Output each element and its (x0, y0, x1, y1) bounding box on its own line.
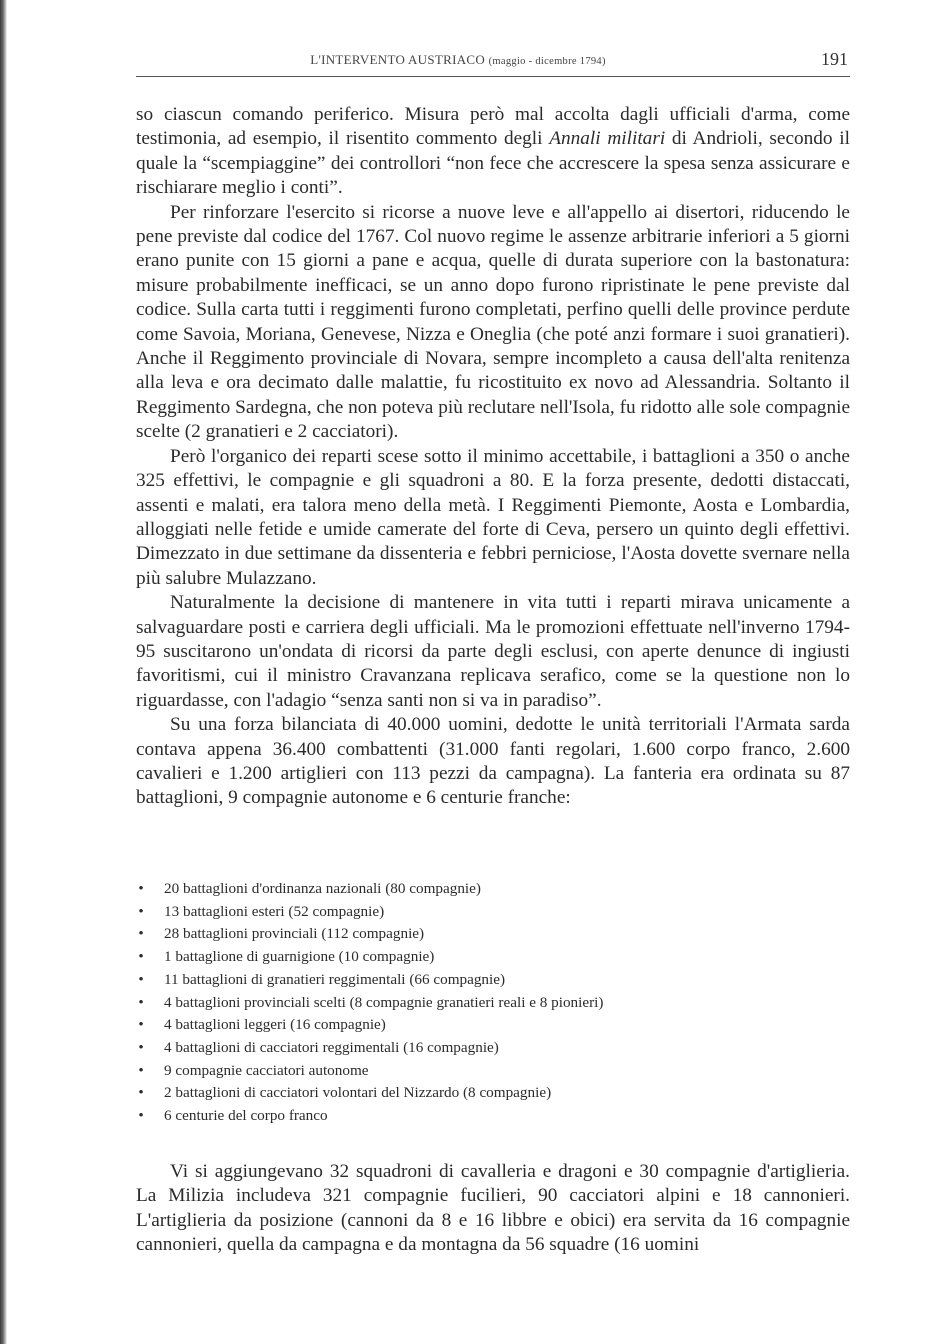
bullet-icon: • (138, 1016, 144, 1034)
paragraph: Su una forza bilanciata di 40.000 uomini, dedotte le unità territoriali l'Armata sarda contava appena 36.400 combattenti (31.000 fanti regolari, 1.600 corpo franco, 2.600 cavalieri e 1.200 artiglieri con 113 pezzi da campagna). La fanteria era ordinata su 87 battaglioni, 9 compagnie autonome e 6 centurie franche: (136, 714, 850, 809)
paragraph: Per rinforzare l'esercito si ricorse a nuove leve e all'appello ai disertori, riducendo le pene previste dal codice del 1767. Col nuovo regime le assenze arbitrarie inferiori a 5 giorni erano punite con 15 giorni a pane e acqua, quelle di durata superiore con la bastonatura: misure probabilmente inefficaci, se un anno dopo furono ripristinate le pene previste dal codice. Sulla carta tutti i reggimenti furono completati, perfino quelli delle province perdute come Savoia, Moriana, Genevese, Nizza e Oneglia (che poté anzi formare i suoi granatieri). Anche il Reggimento provinciale di Novara, sempre incompleto a causa dell'alta renitenza alla leva e ora decimato dalle malattie, fu ricostituito ex novo ad Alessandria. Soltanto il Reggimento Sardegna, che non poteva più reclutare nell'Isola, fu ridotto alle sole compagnie scelte (2 granatieri e 2 cacciatori). (136, 201, 850, 443)
bullet-icon: • (138, 993, 144, 1011)
list-item: • 20 battaglioni d'ordinanza nazionali (80 compagnie) (136, 878, 850, 901)
list-item: • 4 battaglioni provinciali scelti (8 compagnie granatieri reali e 8 pionieri) (136, 992, 850, 1015)
bullet-icon: • (138, 1084, 144, 1102)
paragraph-continued: so ciascun comando periferico. Misura però mal accolta dagli ufficiali d'arma, come testimonia, ad esempio, il risentito commento degli Annali militari di Andrioli, secondo il quale la “scempiaggine” dei controllori “non fece che accrescere la spesa senza assicurare e rischiarare meglio i conti”. (136, 104, 850, 199)
body-text (136, 103, 850, 811)
bullet-icon: • (138, 1038, 144, 1056)
bullet-icon: • (138, 880, 144, 897)
list-item: • 28 battaglioni provinciali (112 compagnie) (136, 923, 850, 946)
bullet-icon: • (138, 925, 144, 943)
running-title-main: L'INTERVENTO AUSTRIACO (310, 52, 486, 67)
bullet-icon: • (138, 1107, 144, 1125)
header-rule (136, 76, 850, 77)
bullet-icon: • (138, 970, 144, 988)
bullet-icon: • (138, 948, 144, 966)
list-item: • 11 battaglioni di granatieri reggimentali (66 compagnie) (136, 969, 850, 992)
paragraph: Naturalmente la decisione di mantenere in vita tutti i reparti mirava unicamente a salvaguardare posti e carriera degli ufficiali. Ma le promozioni effettuate nell'inverno 1794-95 suscitarono un'ondata di ricorsi da parte degli esclusi, con aperte denunce di ingiusti favoritismi, cui il ministro Cravanzana replicava serafico, come se la questione non lo riguardasse, con l'adagio “senza santi non si va in paradiso”. (136, 592, 850, 711)
paragraph: Vi si aggiungevano 32 squadroni di cavalleria e dragoni e 30 compagnie d'artiglieria. La Milizia includeva 321 compagnie fucilieri, 90 cacciatori alpini e 18 cannonieri. L'artiglieria da posizione (cannoni da 8 e 16 libbre e obici) era servita da 16 compagnie cannonieri, quella da campagna e da montagna da 56 squadre (16 uomini (136, 1161, 850, 1256)
bullet-icon: • (138, 902, 144, 920)
book-title: Annali militari (549, 128, 666, 150)
list-item: • 6 centurie del corpo franco (136, 1105, 850, 1128)
infantry-units-list (136, 878, 850, 1128)
list-item: • 4 battaglioni di cacciatori reggimentali (16 compagnie) (136, 1037, 850, 1060)
page-spine-edge (0, 0, 7, 1344)
bullet-icon: • (138, 1061, 144, 1079)
running-title (136, 52, 780, 68)
list-item: • 4 battaglioni leggeri (16 compagnie) (136, 1014, 850, 1037)
paragraph: Però l'organico dei reparti scese sotto il minimo accettabile, i battaglioni a 350 o anche 325 effettivi, le compagnie e gli squadroni a 80. E la forza presente, dedotti distaccati, assenti e malati, era talora meno della metà. I Reggimenti Piemonte, Aosta e Lombardia, alloggiati nelle fetide e umide camerate del forte di Ceva, persero un quinto degli effettivi. Dimezzato in due settimane da dissenteria e febbri perniciose, l'Aosta dovette svernare nella più salubre Mulazzano. (136, 445, 850, 589)
closing-text (136, 1160, 850, 1258)
list-item: • 2 battaglioni di cacciatori volontari del Nizzardo (8 compagnie) (136, 1082, 850, 1105)
running-header (136, 46, 850, 72)
list-item: • 9 compagnie cacciatori autonome (136, 1060, 850, 1083)
page-number: 191 (821, 49, 848, 69)
list-item: • 1 battaglione di guarnigione (10 compagnie) (136, 946, 850, 969)
running-title-dates: (maggio - dicembre 1794) (488, 56, 606, 67)
list-item: • 13 battaglioni esteri (52 compagnie) (136, 901, 850, 924)
